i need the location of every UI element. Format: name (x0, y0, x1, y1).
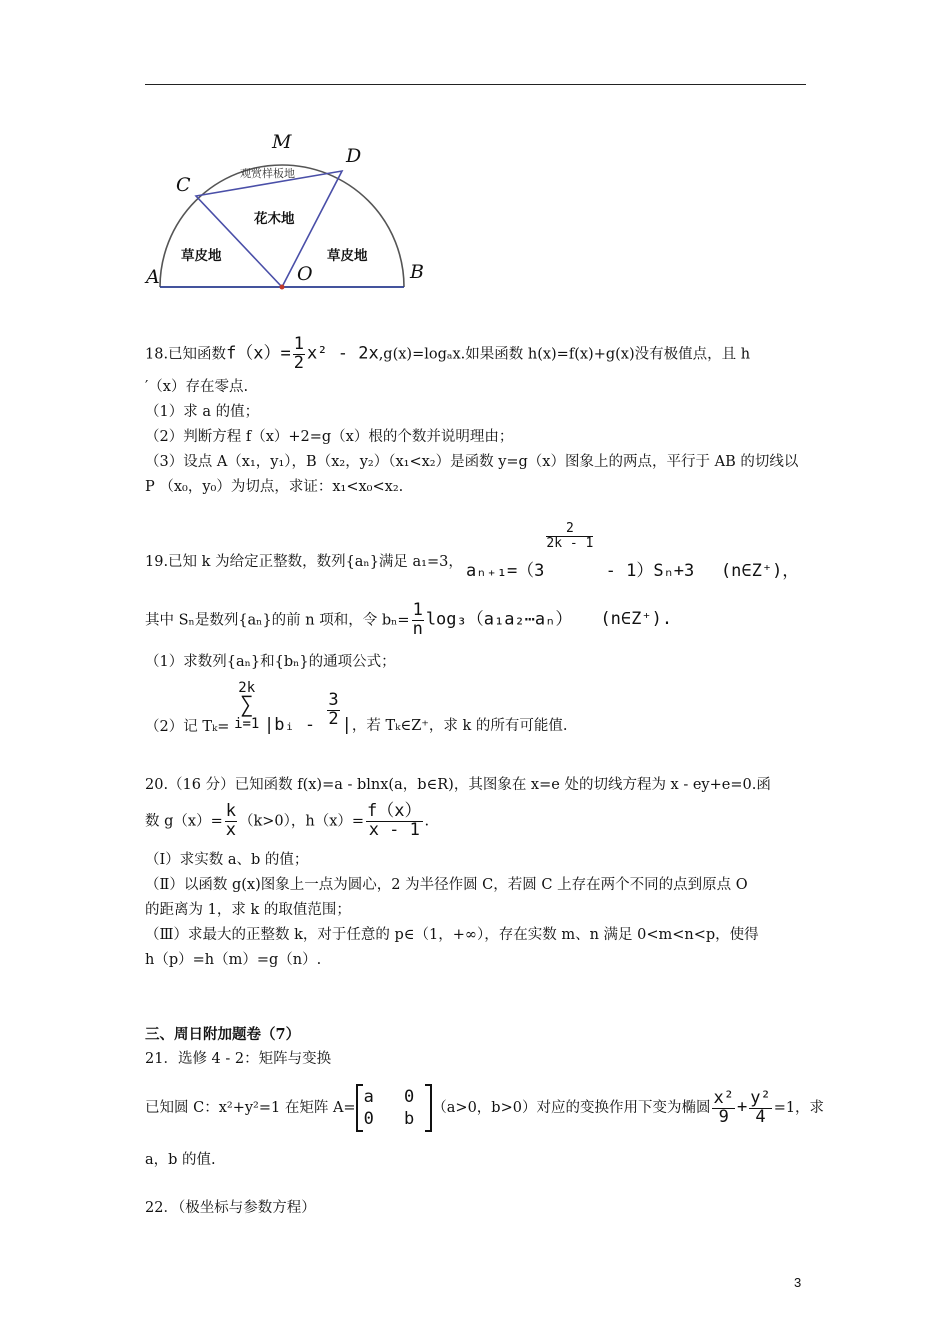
q20-line1: 20.（16 分）已知函数 f(x)=a - blnx(a，b∈R)，其图象在 x=e 处的切线方程为 x - ey+e=0.函 (145, 777, 771, 793)
ellipse-x-term (712, 1087, 734, 1127)
q18-f-num: 1 (293, 334, 305, 354)
q21-title: 21．选修 4 - 2：矩阵与变换 (145, 1051, 332, 1067)
ellipse-plus: + (736, 1097, 748, 1117)
q18-line2: ′（x）存在零点. (145, 379, 249, 395)
header-rule (145, 84, 806, 85)
q19-intro: 19.已知 k 为给定正整数，数列{aₙ}满足 a₁=3， (145, 554, 463, 570)
q21-tail: =1，求 (773, 1100, 825, 1116)
q19-bn-log: log₃（a₁a₂⋯aₙ） (425, 609, 573, 630)
q19-sum-bottom: i=1 (234, 716, 260, 732)
q18-intro: 18.已知函数 (145, 346, 227, 363)
q20-period: . (424, 813, 430, 830)
q18-f-den: 2 (293, 352, 305, 373)
q19-rec-lhs: aₙ₊₁=（3 (466, 561, 545, 582)
q20-h-intro: （k>0），h（x）= (238, 813, 365, 830)
ellipse-x-num: x² (713, 1087, 734, 1108)
q19-part2 (145, 680, 568, 741)
q21-line1 (145, 1084, 824, 1132)
region-top: 观赏样板地 (240, 167, 295, 180)
section-title: 三、周日附加题卷（7） (145, 1026, 301, 1043)
q20-part3-a: （Ⅲ）求最大的正整数 k，对于任意的 p∈（1，+∞），存在实数 m、n 满足 0<m<n<p，使得 (145, 927, 759, 943)
q18-part2: （2）判断方程 f（x）+2=g（x）根的个数并说明理由； (145, 429, 514, 445)
q19-part1: （1）求数列{aₙ}和{bₙ}的通项公式； (145, 654, 396, 670)
q19-sum-top: 2k (238, 680, 256, 696)
q19-bn-den: n (412, 618, 423, 639)
region-center: 花木地 (254, 211, 295, 227)
q19-abs-pre: |bᵢ - (263, 715, 326, 735)
q20-h-num: f（x） (367, 801, 422, 821)
page-number: 3 (794, 1275, 802, 1290)
q21-mid: （a>0，b>0）对应的变换作用下变为椭圆 (432, 1100, 711, 1116)
q19-bn-intro: 其中 Sₙ是数列{aₙ}的前 n 项和，令 bₙ= (145, 612, 410, 629)
q20-h-fraction (366, 803, 422, 840)
q20-line2 (145, 803, 429, 840)
matrix-row-2: 0 b (363, 1109, 425, 1129)
q18-f-post: x² - 2x (307, 343, 379, 364)
q19-abs-fraction (327, 689, 339, 729)
q19-tk-intro: （2）记 Tₖ= (145, 719, 230, 735)
ellipse-x-den: 9 (718, 1106, 729, 1127)
q18-f-fraction (293, 336, 305, 373)
q20-part2-b: 的距离为 1，求 k 的取值范围； (145, 902, 351, 918)
q18-line1 (145, 336, 750, 373)
q20-part1: （Ⅰ）求实数 a、b 的值； (145, 852, 309, 868)
q19-abs-den: 2 (328, 708, 339, 729)
label-B: B (410, 261, 424, 283)
q21-matrix (356, 1084, 433, 1132)
q19-rec-cond: (n∈Z⁺)， (720, 561, 800, 582)
q20-h-den: x - 1 (368, 819, 420, 840)
q20-part2-a: （Ⅱ）以函数 g(x)图象上一点为圆心，2 为半径作圆 C，若圆 C 上存在两个不同的点到原点 O (145, 877, 748, 893)
q18-part1: （1）求 a 的值； (145, 404, 260, 420)
q19-bn-cond: (n∈Z⁺). (600, 609, 673, 630)
q18-intro-rest: ,g(x)=logₐx.如果函数 h(x)=f(x)+g(x)没有极值点，且 h (378, 346, 751, 363)
q20-g-intro: 数 g（x）= (145, 813, 223, 830)
q19-line2 (145, 602, 672, 639)
region-right: 草皮地 (327, 248, 368, 264)
q19-rec-rhs: - 1）Sₙ+3 (595, 561, 695, 582)
q19-abs-num: 3 (328, 689, 339, 710)
q18-part3-a: （3）设点 A（x₁，y₁），B（x₂，y₂）（x₁<x₂）是函数 y=g（x）图象上的两点，平行于 AB 的切线以 (145, 454, 799, 470)
q19-exp-den: 2k - 1 (546, 535, 594, 551)
ellipse-y-term (749, 1087, 771, 1127)
ellipse-y-den: 4 (755, 1106, 766, 1127)
ellipse-y-num: y² (750, 1087, 771, 1108)
q22-title: 22．（极坐标与参数方程） (145, 1200, 316, 1216)
q19-bn-num: 1 (412, 600, 423, 620)
q20-part3-b: h（p）=h（m）=g（n）. (145, 952, 322, 968)
q21-line2: a，b 的值. (145, 1152, 216, 1168)
q19-sum-symbol: ∑ (240, 693, 254, 718)
q19-exp-fraction (546, 522, 593, 550)
q19-tk-cond: ，若 Tₖ∈Z⁺，求 k 的所有可能值. (351, 718, 568, 734)
region-left: 草皮地 (181, 248, 222, 264)
q19-exp-num: 2 (546, 522, 593, 537)
label-C: C (176, 174, 191, 196)
matrix-row-1: a 0 (363, 1087, 425, 1107)
q20-g-fraction (225, 803, 237, 840)
q20-g-num: k (225, 801, 236, 821)
q20-g-den: x (225, 819, 236, 840)
q19-line1 (145, 521, 800, 582)
label-M: M (272, 131, 292, 153)
q19-abs-post: | (341, 715, 352, 735)
q19-bn-fraction (412, 602, 424, 639)
q19-recurrence (466, 521, 800, 582)
label-A: A (146, 266, 160, 288)
q18-part3-b: P （x₀，y₀）为切点，求证：x₁<x₀<x₂. (145, 479, 404, 495)
label-D: D (346, 145, 362, 167)
q21-intro: 已知圆 C：x²+y²=1 在矩阵 A= (145, 1100, 356, 1116)
q18-f-pre: f（x）= (226, 343, 291, 364)
label-O: O (297, 263, 313, 285)
q19-sum (234, 681, 259, 731)
